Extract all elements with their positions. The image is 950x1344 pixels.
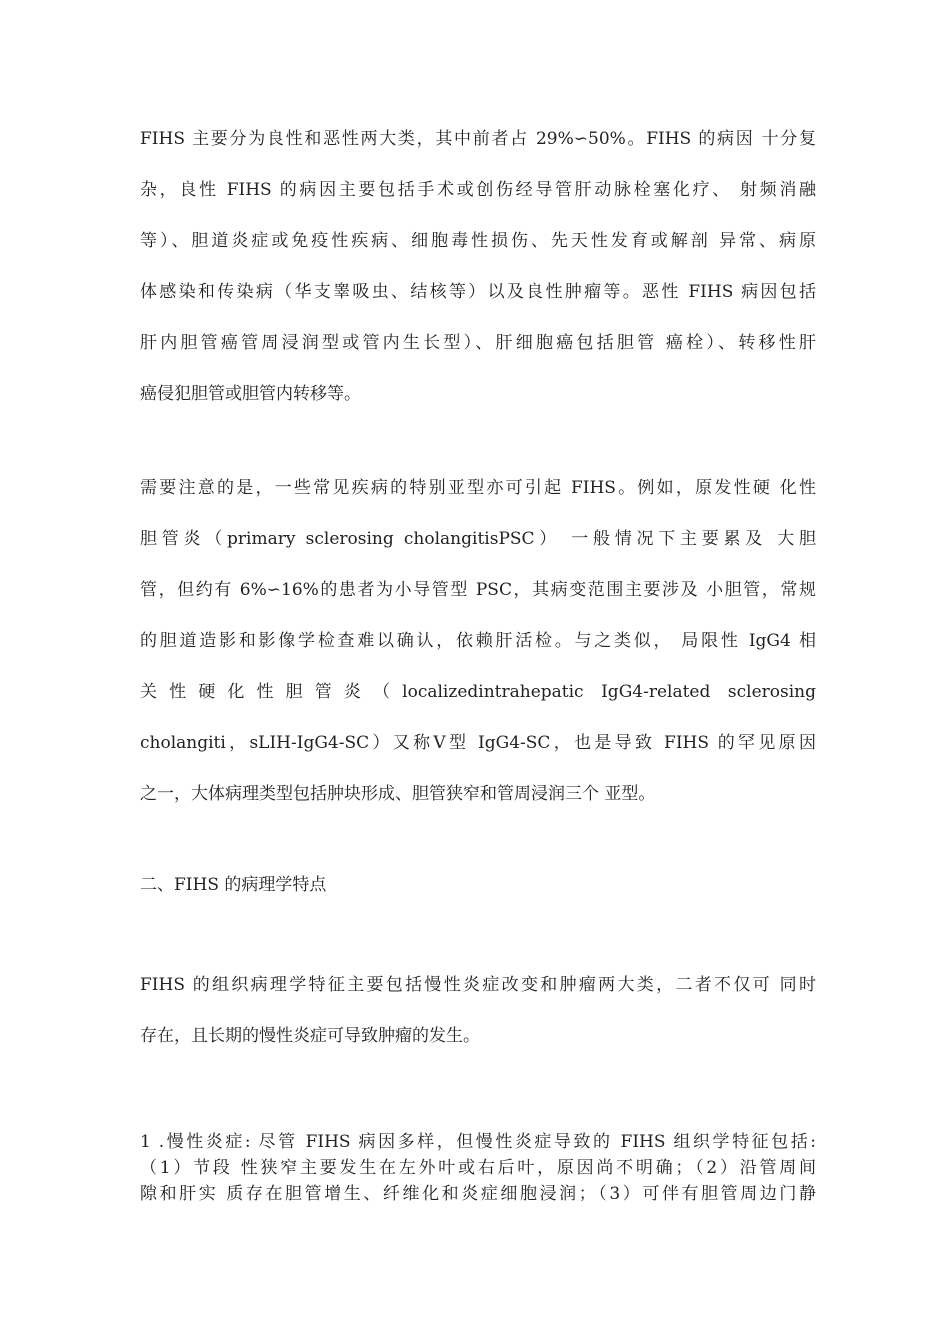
text-line: 需要注意的是，一些常见疾病的特别亚型亦可引起 FIHS。例如，原发性硬 化性 <box>140 478 816 498</box>
paragraph-histopathology <box>140 960 816 1062</box>
text-line: 体感染和传染病（华支睾吸虫、结核等）以及良性肿瘤等。恶性 FIHS 病因包括 <box>140 282 816 302</box>
text-line: cholangiti，sLIH-IgG4-SC）又称Ⅴ型 IgG4-SC，也是导致 FIHS 的罕见原因 <box>140 733 816 753</box>
text-line: 的胆道造影和影像学检查难以确认，依赖肝活检。与之类似， 局限性 IgG4 相 <box>140 631 816 651</box>
text-line: 管，但约有 6%∽16%的患者为小导管型 PSC，其病变范围主要涉及 小胆管，常规 <box>140 580 816 600</box>
text-line: 隙和肝实 质存在胆管增生、纤维化和炎症细胞浸润；（3）可伴有胆管周边门静 <box>140 1184 816 1204</box>
heading-text: 二、FIHS 的病理学特点 <box>140 875 327 895</box>
text-line: 之一，大体病理类型包括肿块形成、胆管狭窄和管周浸润三个 亚型。 <box>140 784 656 804</box>
paragraph-chronic-inflammation <box>140 1129 816 1207</box>
text-line: 肝内胆管癌管周浸润型或管内生长型）、肝细胞癌包括胆管 癌栓）、转移性肝 <box>140 333 816 353</box>
text-line: 等）、胆道炎症或免疫性疾病、细胞毒性损伤、先天性发育或解剖 异常、病原 <box>140 231 816 251</box>
text-line: 1 .慢性炎症: 尽管 FIHS 病因多样，但慢性炎症导致的 FIHS 组织学特征包括: <box>140 1132 816 1152</box>
text-line: （1）节段 性狭窄主要发生在左外叶或右后叶，原因尚不明确；（2）沿管周间 <box>140 1158 816 1178</box>
section-heading-pathology <box>140 860 816 911</box>
text-line: 癌侵犯胆管或胆管内转移等。 <box>140 384 361 404</box>
text-line: 关性硬化性胆管炎（localizedintrahepatic IgG4-related sclerosing <box>140 682 816 702</box>
paragraph-fihs-classification <box>140 114 816 420</box>
paragraph-special-subtypes <box>140 463 816 820</box>
text-line: 杂，良性 FIHS 的病因主要包括手术或创伤经导管肝动脉栓塞化疗、 射频消融 <box>140 180 816 200</box>
text-line: FIHS 的组织病理学特征主要包括慢性炎症改变和肿瘤两大类，二者不仅可 同时 <box>140 975 816 995</box>
text-line: 胆管炎（primary sclerosing cholangitisPSC） 一般情况下主要累及 大胆 <box>140 529 816 549</box>
text-line: 存在，且长期的慢性炎症可导致肿瘤的发生。 <box>140 1026 480 1046</box>
text-line: FIHS 主要分为良性和恶性两大类，其中前者占 29%∽50%。FIHS 的病因 十分复 <box>140 129 816 149</box>
